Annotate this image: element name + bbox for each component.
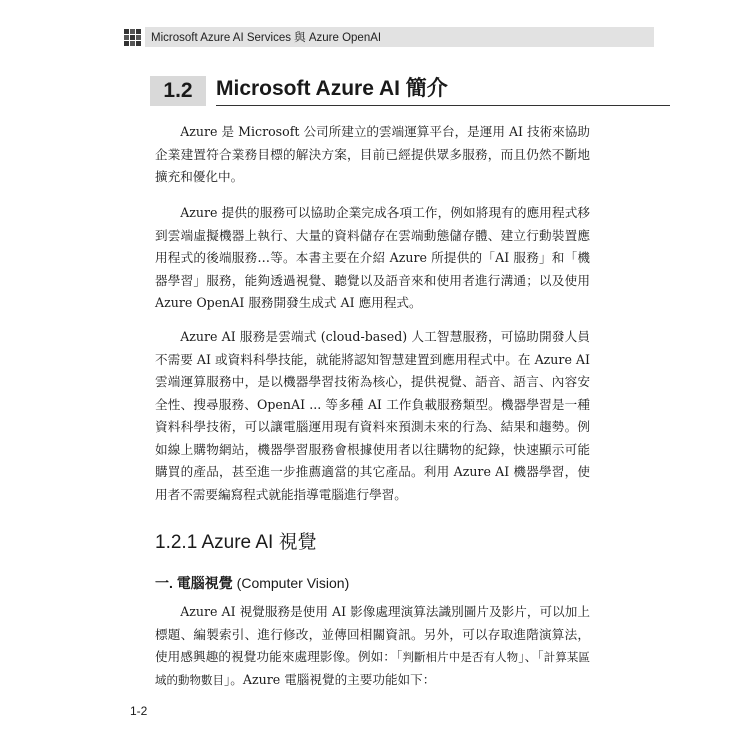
section-title: Microsoft Azure AI 簡介	[216, 69, 670, 106]
subsubsection-prefix: 一. 電腦視覺	[155, 575, 233, 591]
grid-logo-icon	[124, 29, 141, 46]
paragraph-4-part-c: 」。Azure 電腦視覺的主要功能如下：	[224, 671, 436, 687]
running-header	[124, 27, 654, 47]
paragraph-2: Azure 提供的服務可以協助企業完成各項工作，例如將現有的應用程式移到雲端虛擬機器上執行、大量的資料儲存在雲端動態儲存體、建立行動裝置應用程式的後端服務…等。本書主要在介紹 Azure 所提供的「AI 服務」和「機器學習」服務，能夠透過視覺、聽覺以及語音來和使用者進行溝通；以及使用 Azure OpenAI 服務開發生成式 AI 應用程式。	[155, 205, 590, 310]
paragraph-4-part-a: Azure AI 視覺服務是使用 AI 影像處理演算法識別圖片及影片，可以加上標題、編製索引、進行修改，並傳回相關資訊。另外，可以存取進階演算法，使用感興趣的視覺功能來處理影像。例如：「	[155, 604, 590, 664]
paragraph-4-part-b: 」、「	[518, 649, 544, 664]
section-number: 1.2	[150, 76, 206, 106]
paragraph-4	[155, 601, 590, 691]
example-quote-2: 計算某區域的動物數目	[155, 650, 591, 687]
subsection-title: 1.2.1 Azure AI 視覺	[155, 532, 317, 553]
paragraph-3: Azure AI 服務是雲端式 (cloud-based) 人工智慧服務，可協助開發人員不需要 AI 或資料科學技能，就能將認知智慧建置到應用程式中。在 Azure AI 雲端運算服務中，是以機器學習技術為核心，提供視覺、語音、語言、內容安全性、搜尋服務、OpenAI ... 等多種 AI 工作負載服務類型。機器學習是一種資料科學技術，可以讓電腦運用現有資料來預測未來的行為、結果和趨勢。例如線上購物網站，機器學習服務會根據使用者以往購物的紀錄，快速顯示可能購買的產品，甚至進一步推薦適當的其它產品。利用 Azure AI 機器學習，使用者不需要編寫程式就能指導電腦進行學習。	[155, 329, 590, 502]
subsubsection-suffix: (Computer Vision)	[232, 575, 350, 591]
header-title: Microsoft Azure AI Services 與 Azure OpenAI	[145, 27, 654, 47]
section-heading	[150, 66, 670, 106]
page-number: 1-2	[130, 704, 148, 718]
subsubsection-title	[155, 573, 349, 593]
example-quote-1: 判斷相片中是否有人物	[402, 650, 519, 664]
paragraph-1: Azure 是 Microsoft 公司所建立的雲端運算平台，是運用 AI 技術來協助企業建置符合業務目標的解決方案，目前已經提供眾多服務，而且仍然不斷地擴充和優化中。	[155, 124, 590, 184]
